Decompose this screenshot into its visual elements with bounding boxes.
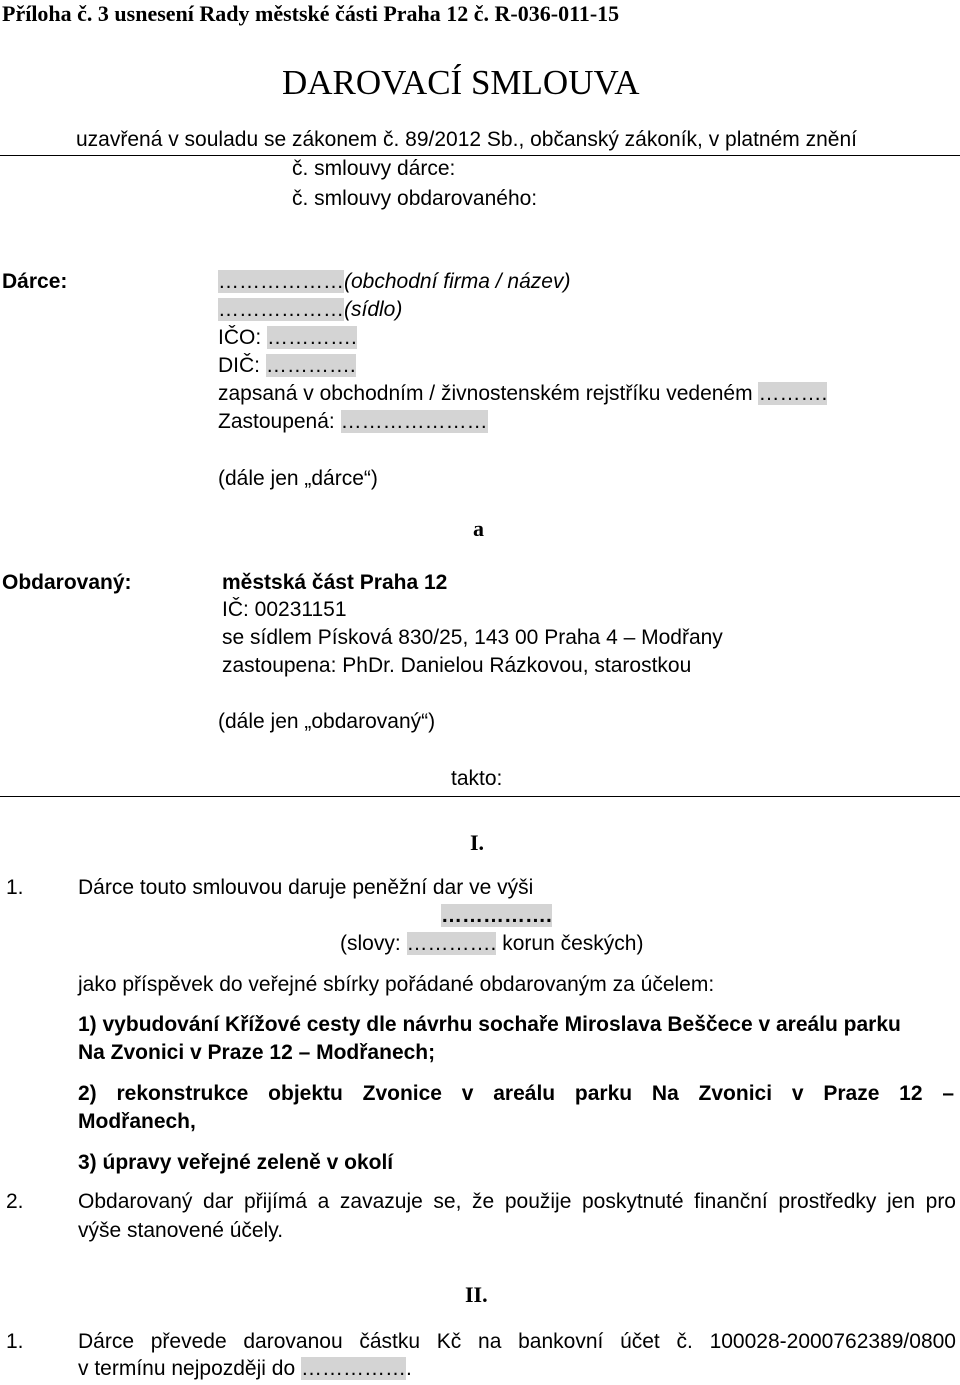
donor-register-placeholder: ………. <box>758 382 828 405</box>
section-2-heading: II. <box>465 1282 488 1307</box>
recipient-hereinafter: (dále jen „obdarovaný“) <box>218 710 436 733</box>
document-title: DAROVACÍ SMLOUVA <box>282 63 640 102</box>
section-2-item-1-line-2 <box>78 1357 412 1381</box>
section-2-item-1-number: 1. <box>6 1330 24 1353</box>
donor-register-line <box>218 382 827 406</box>
recipient-seat: se sídlem Písková 830/25, 143 00 Praha 4 – Modřany <box>222 626 723 649</box>
amount-words-open: (slovy: <box>340 932 401 955</box>
section-1-item-1-text: Dárce touto smlouvou daruje peněžní dar ve výši <box>78 876 534 899</box>
section-1-item-2-line-2: výše stanovené účely. <box>78 1219 284 1242</box>
section-2-item-1-line-1: Dárce převede darovanou částku Kč na bankovní účet č. 100028-2000762389/0800 <box>78 1330 956 1353</box>
purpose-intro: jako příspěvek do veřejné sbírky pořádané obdarovaným za účelem: <box>78 973 715 996</box>
donor-ico-label: IČO: <box>218 326 262 349</box>
donor-hereinafter: (dále jen „dárce“) <box>218 467 378 490</box>
document-subtitle: uzavřená v souladu se zákonem č. 89/2012 Sb., občanský zákoník, v platném znění <box>76 128 857 151</box>
donor-seat-placeholder: ……………… <box>218 298 344 321</box>
donor-contract-number-label: č. smlouvy dárce: <box>292 157 456 180</box>
donor-dic-label: DIČ: <box>218 354 260 377</box>
recipient-label: Obdarovaný: <box>2 571 132 594</box>
section-divider <box>0 796 960 797</box>
donor-represented-placeholder: ………………… <box>340 410 488 433</box>
donor-firm-placeholder: ……………… <box>218 270 344 293</box>
purpose-2-line-1: 2) rekonstrukce objektu Zvonice v areálu parku Na Zvonici v Praze 12 – <box>78 1082 954 1105</box>
recipient-contract-number-label: č. smlouvy obdarovaného: <box>292 187 538 210</box>
header-divider <box>0 155 960 156</box>
amount-words-line <box>340 932 643 956</box>
donor-seat-line <box>218 298 402 322</box>
amount-words-close: korun českých) <box>502 932 644 955</box>
donor-firm-hint: (obchodní firma / název) <box>344 270 571 293</box>
donor-label: Dárce: <box>2 270 68 293</box>
section-1-item-2-line-1: Obdarovaný dar přijímá a zavazuje se, že použije poskytnuté finanční prostředky jen pro <box>78 1190 956 1213</box>
donor-seat-hint: (sídlo) <box>344 298 403 321</box>
purpose-3: 3) úpravy veřejné zeleně v okolí <box>78 1151 394 1174</box>
recipient-name: městská část Praha 12 <box>222 571 448 594</box>
donor-dic-placeholder: …………. <box>265 354 356 377</box>
donor-represented-line <box>218 410 488 434</box>
section-1-item-1-number: 1. <box>6 876 24 899</box>
donor-firm-line <box>218 270 570 294</box>
amount-words-placeholder: …………. <box>406 932 497 955</box>
section-1-heading: I. <box>470 830 485 855</box>
purpose-1-line-2: Na Zvonici v Praze 12 – Modřanech; <box>78 1041 436 1064</box>
takto-label: takto: <box>451 767 503 790</box>
purpose-2-line-2: Modřanech, <box>78 1110 196 1133</box>
annex-header: Příloha č. 3 usnesení Rady městské části Praha 12 č. R-036-011-15 <box>2 1 620 26</box>
recipient-ic: IČ: 00231151 <box>222 598 347 621</box>
section-1-item-2-number: 2. <box>6 1190 24 1213</box>
deadline-period: . <box>405 1357 412 1380</box>
purpose-1-line-1: 1) vybudování Křížové cesty dle návrhu sochaře Miroslava Beščece v areálu parku <box>78 1013 901 1036</box>
deadline-text: v termínu nejpozději do <box>78 1357 296 1380</box>
donor-represented-label: Zastoupená: <box>218 410 335 433</box>
donor-ico-placeholder: …………. <box>267 326 357 349</box>
recipient-represented: zastoupena: PhDr. Danielou Rázkovou, starostkou <box>222 654 692 677</box>
amount-line <box>441 904 552 928</box>
donor-register-text: zapsaná v obchodním / živnostenském rejstříku vedeném <box>218 382 753 405</box>
amount-placeholder: ……………. <box>441 904 552 927</box>
donor-ico-line <box>218 326 357 350</box>
donor-dic-line <box>218 354 356 378</box>
deadline-placeholder: …………… <box>300 1357 406 1380</box>
conjunction: a <box>473 516 484 541</box>
